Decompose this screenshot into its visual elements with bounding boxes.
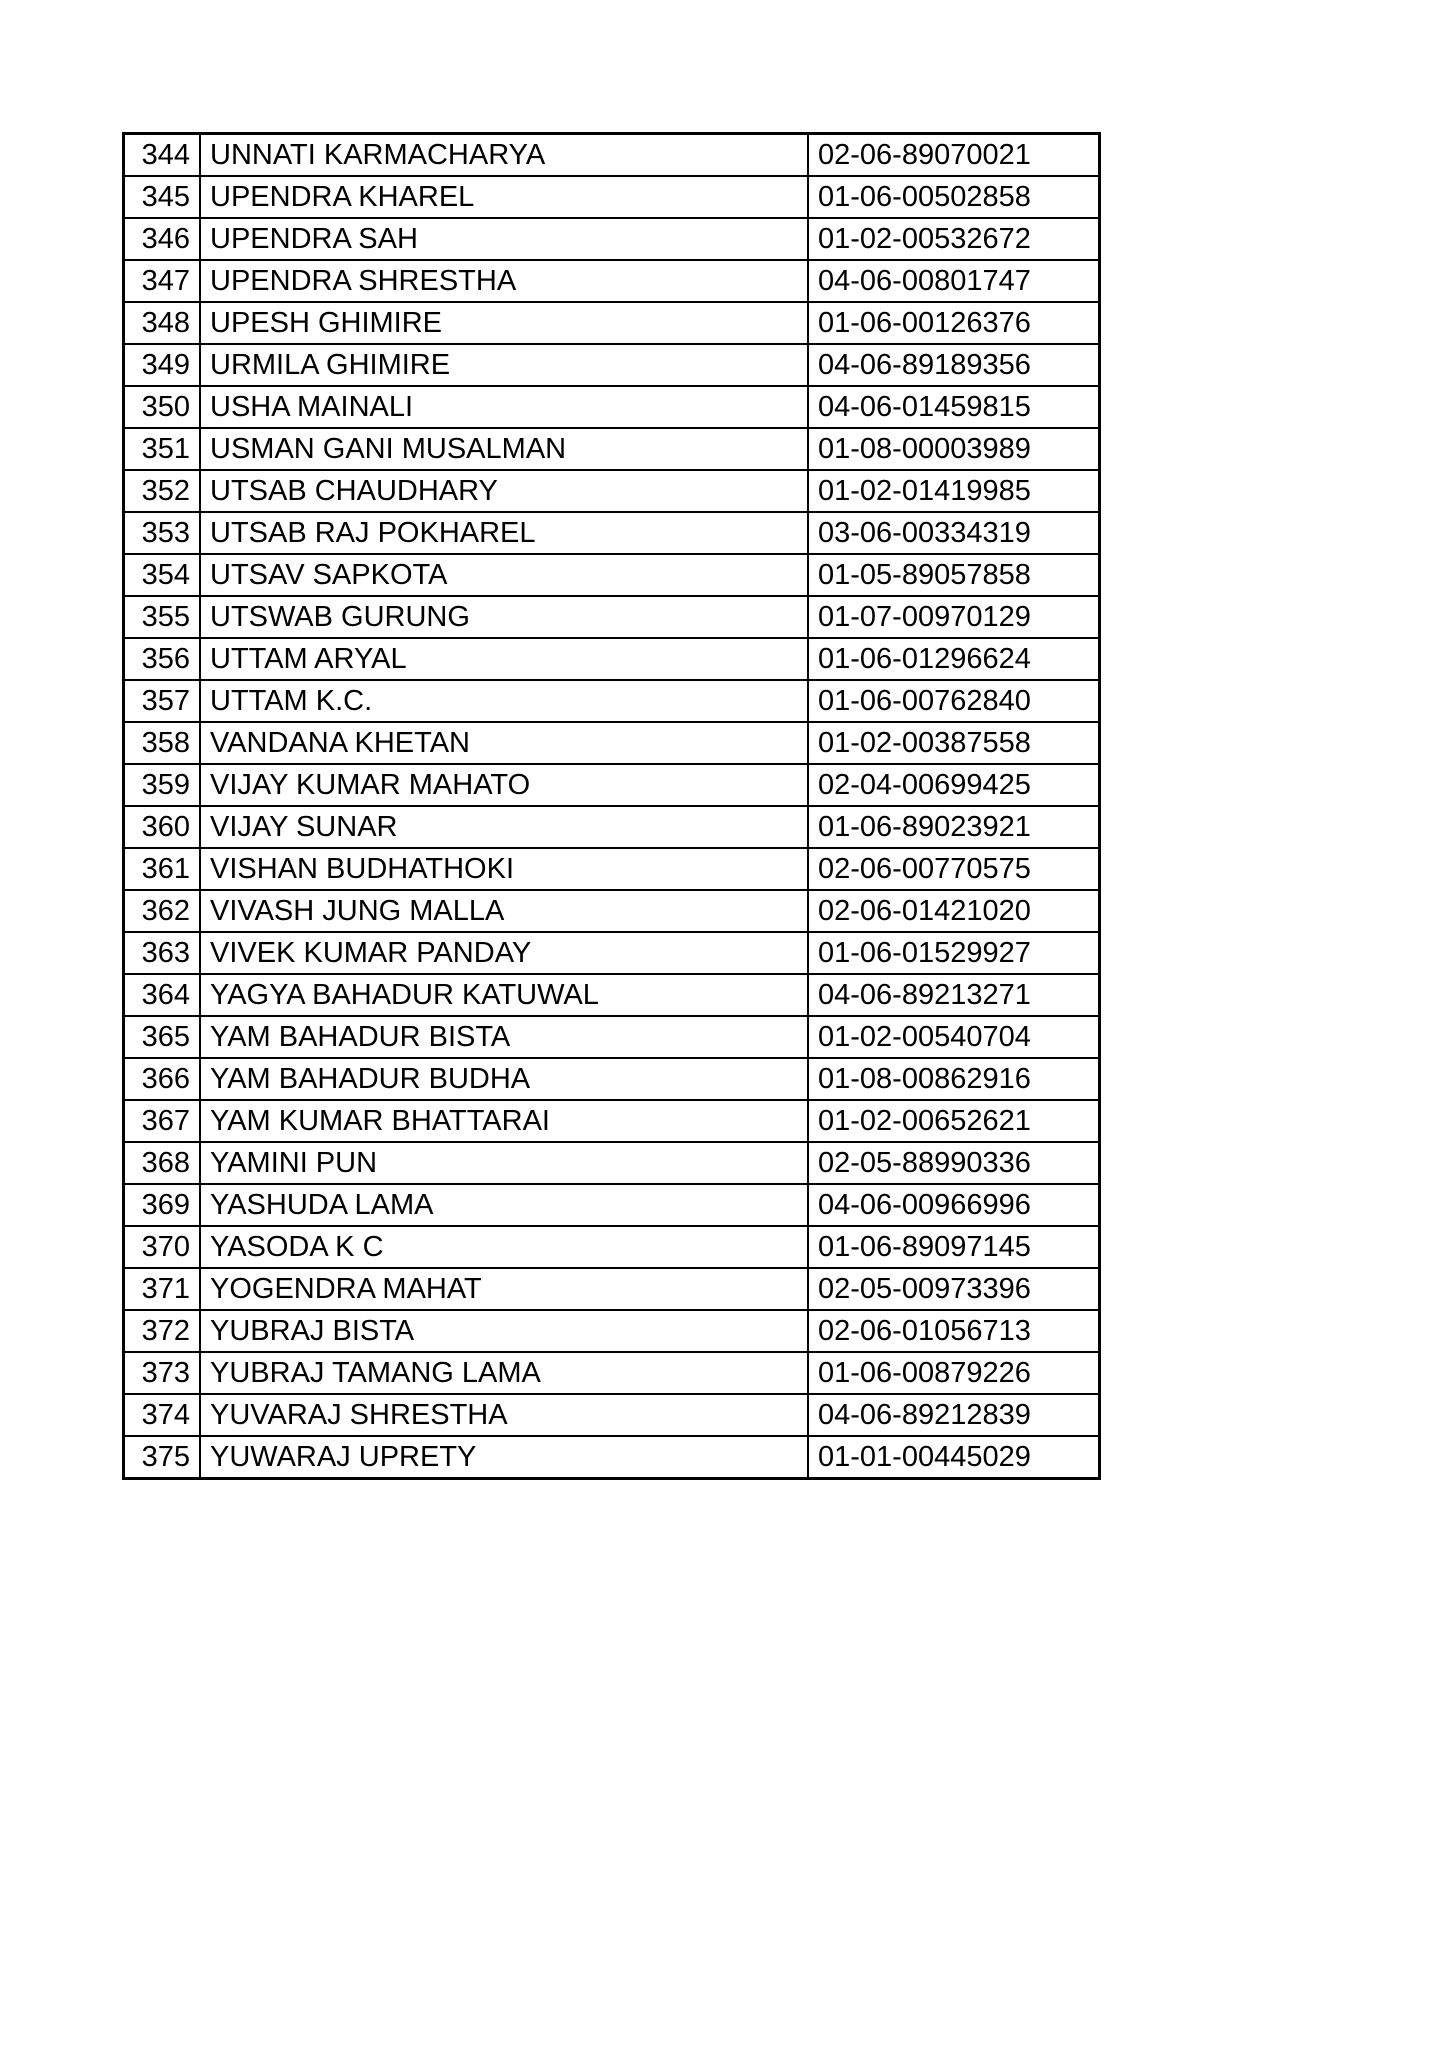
table-row bbox=[124, 1436, 1100, 1479]
table-row bbox=[124, 764, 1100, 806]
full-name-cell: UTSAB CHAUDHARY bbox=[200, 470, 808, 512]
full-name-cell: VIVEK KUMAR PANDAY bbox=[200, 932, 808, 974]
table-row bbox=[124, 554, 1100, 596]
serial-number-cell: 368 bbox=[124, 1142, 201, 1184]
serial-number-cell: 347 bbox=[124, 260, 201, 302]
serial-number-cell: 361 bbox=[124, 848, 201, 890]
table-row bbox=[124, 806, 1100, 848]
table-row bbox=[124, 1352, 1100, 1394]
full-name-cell: UTSWAB GURUNG bbox=[200, 596, 808, 638]
full-name-cell: URMILA GHIMIRE bbox=[200, 344, 808, 386]
serial-number-cell: 372 bbox=[124, 1310, 201, 1352]
table-row bbox=[124, 974, 1100, 1016]
full-name-cell: UPESH GHIMIRE bbox=[200, 302, 808, 344]
full-name-cell: USHA MAINALI bbox=[200, 386, 808, 428]
table-row bbox=[124, 302, 1100, 344]
id-number-cell: 01-06-89097145 bbox=[808, 1226, 1100, 1268]
id-number-cell: 04-06-89189356 bbox=[808, 344, 1100, 386]
serial-number-cell: 375 bbox=[124, 1436, 201, 1479]
table-row bbox=[124, 890, 1100, 932]
id-number-cell: 02-05-00973396 bbox=[808, 1268, 1100, 1310]
table-row bbox=[124, 218, 1100, 260]
serial-number-cell: 359 bbox=[124, 764, 201, 806]
table-row bbox=[124, 1184, 1100, 1226]
id-number-cell: 01-02-00532672 bbox=[808, 218, 1100, 260]
serial-number-cell: 348 bbox=[124, 302, 201, 344]
table-row bbox=[124, 512, 1100, 554]
id-number-cell: 01-02-00540704 bbox=[808, 1016, 1100, 1058]
serial-number-cell: 357 bbox=[124, 680, 201, 722]
full-name-cell: YOGENDRA MAHAT bbox=[200, 1268, 808, 1310]
full-name-cell: UNNATI KARMACHARYA bbox=[200, 134, 808, 177]
id-number-cell: 02-06-01421020 bbox=[808, 890, 1100, 932]
table-row bbox=[124, 1268, 1100, 1310]
serial-number-cell: 358 bbox=[124, 722, 201, 764]
id-number-cell: 02-05-88990336 bbox=[808, 1142, 1100, 1184]
full-name-cell: VIJAY SUNAR bbox=[200, 806, 808, 848]
serial-number-cell: 373 bbox=[124, 1352, 201, 1394]
id-number-cell: 04-06-89213271 bbox=[808, 974, 1100, 1016]
id-number-cell: 02-06-01056713 bbox=[808, 1310, 1100, 1352]
full-name-cell: YUVARAJ SHRESTHA bbox=[200, 1394, 808, 1436]
id-number-cell: 01-06-00126376 bbox=[808, 302, 1100, 344]
full-name-cell: UTTAM ARYAL bbox=[200, 638, 808, 680]
serial-number-cell: 366 bbox=[124, 1058, 201, 1100]
serial-number-cell: 370 bbox=[124, 1226, 201, 1268]
full-name-cell: UTTAM K.C. bbox=[200, 680, 808, 722]
serial-number-cell: 369 bbox=[124, 1184, 201, 1226]
table-row bbox=[124, 1100, 1100, 1142]
id-number-cell: 04-06-00966996 bbox=[808, 1184, 1100, 1226]
serial-number-cell: 360 bbox=[124, 806, 201, 848]
full-name-cell: UTSAB RAJ POKHAREL bbox=[200, 512, 808, 554]
id-number-cell: 01-06-01529927 bbox=[808, 932, 1100, 974]
serial-number-cell: 353 bbox=[124, 512, 201, 554]
table-row bbox=[124, 344, 1100, 386]
full-name-cell: VANDANA KHETAN bbox=[200, 722, 808, 764]
table-row bbox=[124, 428, 1100, 470]
table-row bbox=[124, 596, 1100, 638]
id-number-cell: 04-06-89212839 bbox=[808, 1394, 1100, 1436]
table-row bbox=[124, 1058, 1100, 1100]
full-name-cell: USMAN GANI MUSALMAN bbox=[200, 428, 808, 470]
full-name-cell: YAM KUMAR BHATTARAI bbox=[200, 1100, 808, 1142]
id-number-cell: 03-06-00334319 bbox=[808, 512, 1100, 554]
table-body bbox=[124, 134, 1100, 1479]
serial-number-cell: 352 bbox=[124, 470, 201, 512]
full-name-cell: UPENDRA SHRESTHA bbox=[200, 260, 808, 302]
id-number-cell: 01-07-00970129 bbox=[808, 596, 1100, 638]
full-name-cell: YAM BAHADUR BISTA bbox=[200, 1016, 808, 1058]
table-row bbox=[124, 260, 1100, 302]
table-row bbox=[124, 386, 1100, 428]
full-name-cell: YAMINI PUN bbox=[200, 1142, 808, 1184]
full-name-cell: YAM BAHADUR BUDHA bbox=[200, 1058, 808, 1100]
table-row bbox=[124, 638, 1100, 680]
id-number-cell: 01-08-00003989 bbox=[808, 428, 1100, 470]
table-row bbox=[124, 1226, 1100, 1268]
table-row bbox=[124, 1016, 1100, 1058]
table-row bbox=[124, 470, 1100, 512]
serial-number-cell: 367 bbox=[124, 1100, 201, 1142]
serial-number-cell: 371 bbox=[124, 1268, 201, 1310]
full-name-cell: YASHUDA LAMA bbox=[200, 1184, 808, 1226]
serial-number-cell: 345 bbox=[124, 176, 201, 218]
id-number-cell: 01-02-00652621 bbox=[808, 1100, 1100, 1142]
table-row bbox=[124, 680, 1100, 722]
id-number-cell: 02-04-00699425 bbox=[808, 764, 1100, 806]
id-number-cell: 01-08-00862916 bbox=[808, 1058, 1100, 1100]
serial-number-cell: 354 bbox=[124, 554, 201, 596]
id-number-cell: 02-06-00770575 bbox=[808, 848, 1100, 890]
table-row bbox=[124, 1142, 1100, 1184]
full-name-cell: UPENDRA KHAREL bbox=[200, 176, 808, 218]
table-row bbox=[124, 176, 1100, 218]
id-number-cell: 01-05-89057858 bbox=[808, 554, 1100, 596]
table-row bbox=[124, 1310, 1100, 1352]
serial-number-cell: 355 bbox=[124, 596, 201, 638]
full-name-cell: YASODA K C bbox=[200, 1226, 808, 1268]
table-region bbox=[122, 132, 1101, 1480]
id-number-cell: 01-02-00387558 bbox=[808, 722, 1100, 764]
serial-number-cell: 374 bbox=[124, 1394, 201, 1436]
id-number-cell: 01-06-00879226 bbox=[808, 1352, 1100, 1394]
id-number-cell: 01-01-00445029 bbox=[808, 1436, 1100, 1479]
name-id-table bbox=[122, 132, 1101, 1480]
full-name-cell: UPENDRA SAH bbox=[200, 218, 808, 260]
serial-number-cell: 362 bbox=[124, 890, 201, 932]
id-number-cell: 01-06-00502858 bbox=[808, 176, 1100, 218]
full-name-cell: YAGYA BAHADUR KATUWAL bbox=[200, 974, 808, 1016]
full-name-cell: YUBRAJ TAMANG LAMA bbox=[200, 1352, 808, 1394]
serial-number-cell: 351 bbox=[124, 428, 201, 470]
id-number-cell: 01-02-01419985 bbox=[808, 470, 1100, 512]
table-row bbox=[124, 848, 1100, 890]
id-number-cell: 04-06-01459815 bbox=[808, 386, 1100, 428]
id-number-cell: 02-06-89070021 bbox=[808, 134, 1100, 177]
serial-number-cell: 344 bbox=[124, 134, 201, 177]
table-row bbox=[124, 932, 1100, 974]
id-number-cell: 04-06-00801747 bbox=[808, 260, 1100, 302]
serial-number-cell: 350 bbox=[124, 386, 201, 428]
serial-number-cell: 346 bbox=[124, 218, 201, 260]
table-row bbox=[124, 134, 1100, 177]
serial-number-cell: 363 bbox=[124, 932, 201, 974]
id-number-cell: 01-06-00762840 bbox=[808, 680, 1100, 722]
table-row bbox=[124, 1394, 1100, 1436]
serial-number-cell: 349 bbox=[124, 344, 201, 386]
full-name-cell: UTSAV SAPKOTA bbox=[200, 554, 808, 596]
table-row bbox=[124, 722, 1100, 764]
full-name-cell: VISHAN BUDHATHOKI bbox=[200, 848, 808, 890]
serial-number-cell: 356 bbox=[124, 638, 201, 680]
full-name-cell: VIJAY KUMAR MAHATO bbox=[200, 764, 808, 806]
full-name-cell: YUWARAJ UPRETY bbox=[200, 1436, 808, 1479]
id-number-cell: 01-06-89023921 bbox=[808, 806, 1100, 848]
id-number-cell: 01-06-01296624 bbox=[808, 638, 1100, 680]
serial-number-cell: 364 bbox=[124, 974, 201, 1016]
full-name-cell: YUBRAJ BISTA bbox=[200, 1310, 808, 1352]
full-name-cell: VIVASH JUNG MALLA bbox=[200, 890, 808, 932]
serial-number-cell: 365 bbox=[124, 1016, 201, 1058]
